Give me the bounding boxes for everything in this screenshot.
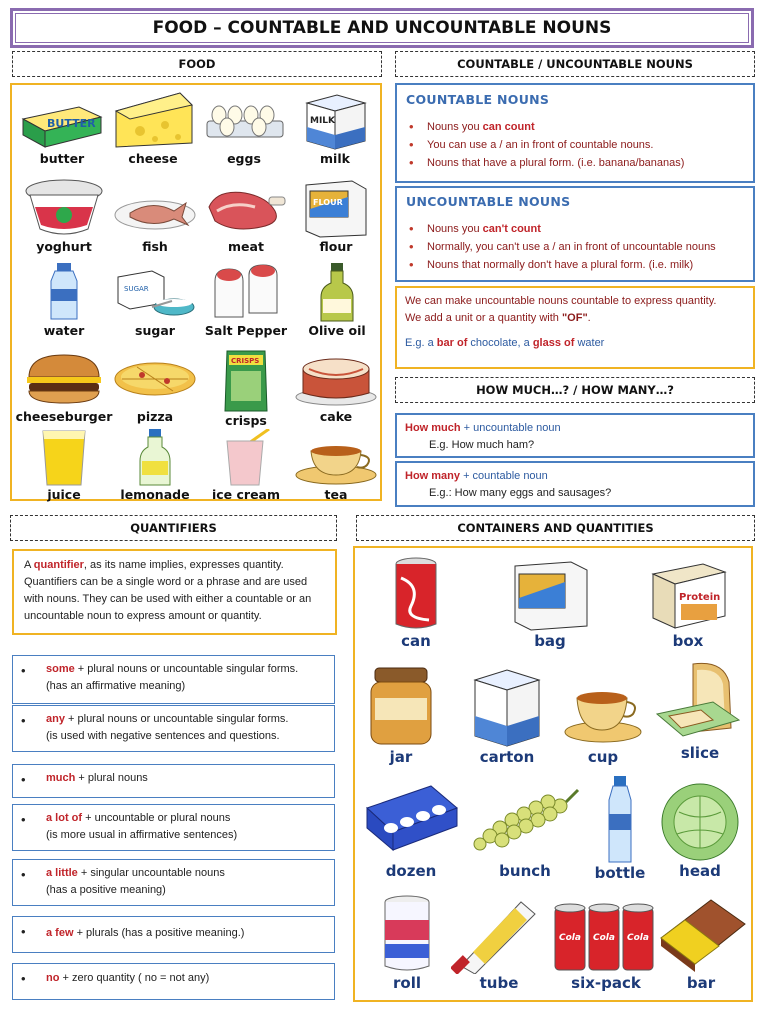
uncountable-title: UNCOUNTABLE NOUNS [406,194,571,209]
container-label: box [672,632,704,650]
example-text: E.g. a [405,337,437,349]
chocolate-bar-icon [655,894,747,974]
food-label: milk [320,151,350,166]
tea-icon [293,429,379,487]
quantifier-item [12,804,335,851]
line2-text: We add a unit or a quantity with [405,312,562,324]
example-chocolate: chocolate [467,337,518,349]
quantifier-word: much [46,772,76,784]
quantifier-note: (is more usual in affirmative sentences) [46,829,238,841]
food-label: lemonade [120,487,190,502]
toilet-roll-icon [377,894,437,974]
quantifiers-header: QUANTIFIERS [10,515,337,541]
food-label: Olive oil [308,323,366,338]
food-label: meat [228,239,264,254]
food-item [294,177,378,254]
bullet-icon: • [21,663,26,678]
bullet-icon: • [21,867,26,882]
example-sep: , a [517,337,533,349]
butter-pack-text: BUTTER [47,117,96,130]
countable-rule: • You can use a / an in front of countable nouns. [403,136,747,154]
food-item [110,261,200,338]
container-label: roll [393,974,421,992]
how-much-box [395,413,755,458]
container-label: bottle [594,864,646,882]
food-grid [10,83,382,501]
quantifier-note: (is used with negative sentences and questions. [46,730,280,742]
butter-icon [19,89,105,151]
water-bottle-icon [21,261,107,323]
countable-nouns-box [395,83,755,183]
quantifier-item [12,916,335,953]
quantifier-text [46,661,328,695]
bullet-icon: • [21,924,26,939]
food-item [292,347,380,424]
page-title: FOOD – COUNTABLE AND UNCOUNTABLE NOUNS [15,13,749,43]
cheese-icon [110,89,196,151]
juice-icon [21,429,107,487]
container-label: dozen [385,862,437,880]
meat-icon [203,177,289,239]
countable-rules [403,118,747,172]
fish-icon [112,177,198,239]
container-item [655,894,747,992]
bullet-icon: • [21,713,26,728]
container-label: carton [479,748,535,766]
lemonade-icon [112,429,198,487]
food-item [14,347,114,424]
quantifier-text [46,865,328,899]
food-item [200,429,292,502]
milk-icon [295,89,375,151]
food-label: juice [47,487,81,502]
cheeseburger-icon [21,347,107,409]
food-label: fish [142,239,168,254]
dozen-eggs-icon [361,778,461,862]
food-item [292,89,378,166]
bullet-icon: • [21,772,26,787]
quantifier-note: (has an affirmative meaning) [46,680,186,692]
cake-icon [293,347,379,409]
bag-icon [505,556,595,632]
food-item [110,429,200,502]
protein-box-text: Protein [679,592,721,603]
sugar-icon [112,261,198,323]
containers-header: CONTAINERS AND QUANTITIES [356,515,755,541]
olive-oil-icon [297,261,377,323]
quantifier-word: a little [46,867,78,879]
jar-icon [361,662,441,748]
container-item [551,894,661,992]
container-item [561,672,645,766]
container-label: bunch [499,862,551,880]
example-water: water [574,337,605,349]
food-label: ice cream [211,487,281,502]
food-label: flour [319,239,353,254]
quantifier-rule: + zero quantity ( no = not any) [59,972,210,984]
container-label: tube [479,974,519,992]
uncountable-rule [403,220,749,238]
food-item [18,89,106,166]
quantifier-item [12,705,335,752]
crisps-icon [203,347,289,413]
food-label: sugar [135,323,175,338]
container-label: bar [686,974,716,992]
container-item [485,556,615,650]
quantifier-word: a lot of [46,812,83,824]
how-many-rest: + countable noun [460,470,548,482]
rule-text: Nouns you [427,223,483,235]
uncountable-nouns-box [395,186,755,282]
food-label: water [43,323,85,338]
container-label: slice [680,744,720,762]
bullet-icon: • [21,812,26,827]
yoghurt-icon [21,177,107,239]
container-label: head [679,862,721,880]
make-countable-box [395,286,755,369]
quantifier-text [46,810,328,844]
quantifier-text [46,970,328,987]
intro-text: A [24,559,34,571]
quantifier-intro-box [12,549,337,635]
container-item [361,778,461,880]
how-much-example: E.g. How much ham? [429,439,535,451]
food-item [200,347,292,428]
how-many-box [395,461,755,507]
salt-pepper-icon [203,261,289,323]
container-label: can [401,632,431,650]
container-item [465,788,585,880]
food-item [198,89,290,166]
cola-can-text: Cola [559,933,581,943]
quantifier-text [46,770,328,787]
of-highlight: "OF" [561,312,588,324]
cup-icon [561,672,645,748]
container-label: bag [534,632,566,650]
food-item [200,261,292,338]
quantifier-item [12,963,335,1000]
container-item [653,778,747,880]
how-many-rule [405,468,745,485]
flour-icon [296,177,376,239]
food-item [18,429,110,502]
quantifier-word: no [46,972,60,984]
bunch-grapes-icon [470,788,580,862]
intro-rest: , as its name implies, expresses quantity. Quantifiers can be a single word or a phrase and are used with nouns. They can be used with either a countable or an uncountable noun to express amount or quantity. [24,559,312,622]
milk-carton-text: MILK [310,116,336,126]
sugar-bowl-text: SUGAR [124,285,149,293]
quantifier-text [46,711,328,745]
food-label: crisps [225,413,267,428]
food-label: Salt Pepper [204,323,288,338]
quantifier-rule: + plural nouns or uncountable singular forms. [64,713,289,725]
ice-cream-icon [203,429,289,487]
container-item [653,658,747,762]
countable-title: COUNTABLE NOUNS [406,92,550,107]
how-much-rest: + uncountable noun [460,422,561,434]
make-countable-example [405,335,745,352]
bullet-icon: • [21,971,26,986]
rule-text: Nouns you [427,121,483,133]
quantifier-rule: + singular uncountable nouns [77,867,225,879]
line2-end: . [587,312,591,324]
how-much-many-header: HOW MUCH…? / HOW MANY…? [395,377,755,403]
how-much-rule [405,420,745,437]
container-label: jar [389,748,413,766]
container-item [361,556,471,650]
quantifier-word: any [46,713,65,725]
food-item [292,429,380,502]
food-item [18,261,110,338]
how-many-example: E.g.: How many eggs and sausages? [429,487,612,499]
quantifier-note: (has a positive meaning) [46,884,166,896]
container-item [591,774,649,882]
container-item [361,662,441,766]
food-label: eggs [227,151,261,166]
lettuce-head-icon [655,778,745,862]
container-item [361,894,453,992]
food-label: yoghurt [36,239,92,254]
food-item [294,261,380,338]
rule-highlight: can count [482,121,535,133]
can-icon [371,556,461,632]
countable-uncountable-header: COUNTABLE / UNCOUNTABLE NOUNS [395,51,755,77]
pizza-icon [112,347,198,409]
title-frame [10,8,754,48]
box-icon [643,556,733,632]
flour-bag-text: FLOUR [313,198,343,207]
food-header: FOOD [12,51,382,77]
how-many-label: How many [405,470,461,482]
container-label: cup [587,748,619,766]
carton-icon [467,662,547,748]
slice-icon [653,658,747,744]
quantifier-rule: + plural nouns or uncountable singular forms. [74,663,299,675]
cola-can-text: Cola [627,933,649,943]
food-label: cake [319,409,353,424]
quantifier-item [12,859,335,906]
quantifier-item [12,764,335,798]
food-item [200,177,292,254]
food-item [110,177,200,254]
tube-icon [451,894,547,974]
bottle-icon [595,774,645,864]
countable-rule [403,118,747,136]
food-label: cheese [128,151,178,166]
food-label: cheeseburger [15,409,113,424]
uncountable-rule: • Nouns that normally don't have a plural form. (i.e. milk) [403,256,749,274]
uncountable-rule: • Normally, you can't use a / an in front of uncountable nouns [403,238,749,256]
uncountable-rules [403,220,749,274]
rule-highlight: can't count [482,223,541,235]
crisps-bag-text: CRISPS [231,357,260,365]
food-label: pizza [136,409,174,424]
countable-rule: • Nouns that have a plural form. (i.e. banana/bananas) [403,154,747,172]
quantifier-item [12,655,335,704]
food-label: butter [39,151,85,166]
container-item [461,662,553,766]
eggs-icon [201,89,287,151]
cola-can-text: Cola [593,933,615,943]
containers-grid [353,546,753,1002]
container-item [451,894,547,992]
food-item [18,177,110,254]
food-item [110,347,200,424]
quantifier-word: some [46,663,75,675]
how-much-label: How much [405,422,461,434]
container-item [629,556,747,650]
quantifier-rule: + plural nouns [75,772,148,784]
quantifier-word: a few [46,927,74,939]
food-item [108,89,198,166]
quantifier-word: quantifier [33,559,84,571]
six-pack-icon [551,894,661,974]
quantifier-rule: + plurals (has a positive meaning.) [73,927,245,939]
container-label: six-pack [571,974,641,992]
example-bar-of: bar of [436,337,468,349]
quantifier-text [46,925,328,942]
make-countable-line1: We can make uncountable nouns countable to express quantity. [405,295,717,307]
example-glass-of: glass of [532,337,575,349]
quantifier-rule: + uncountable or plural nouns [82,812,231,824]
food-label: tea [324,487,348,502]
make-countable-line2 [405,310,745,327]
